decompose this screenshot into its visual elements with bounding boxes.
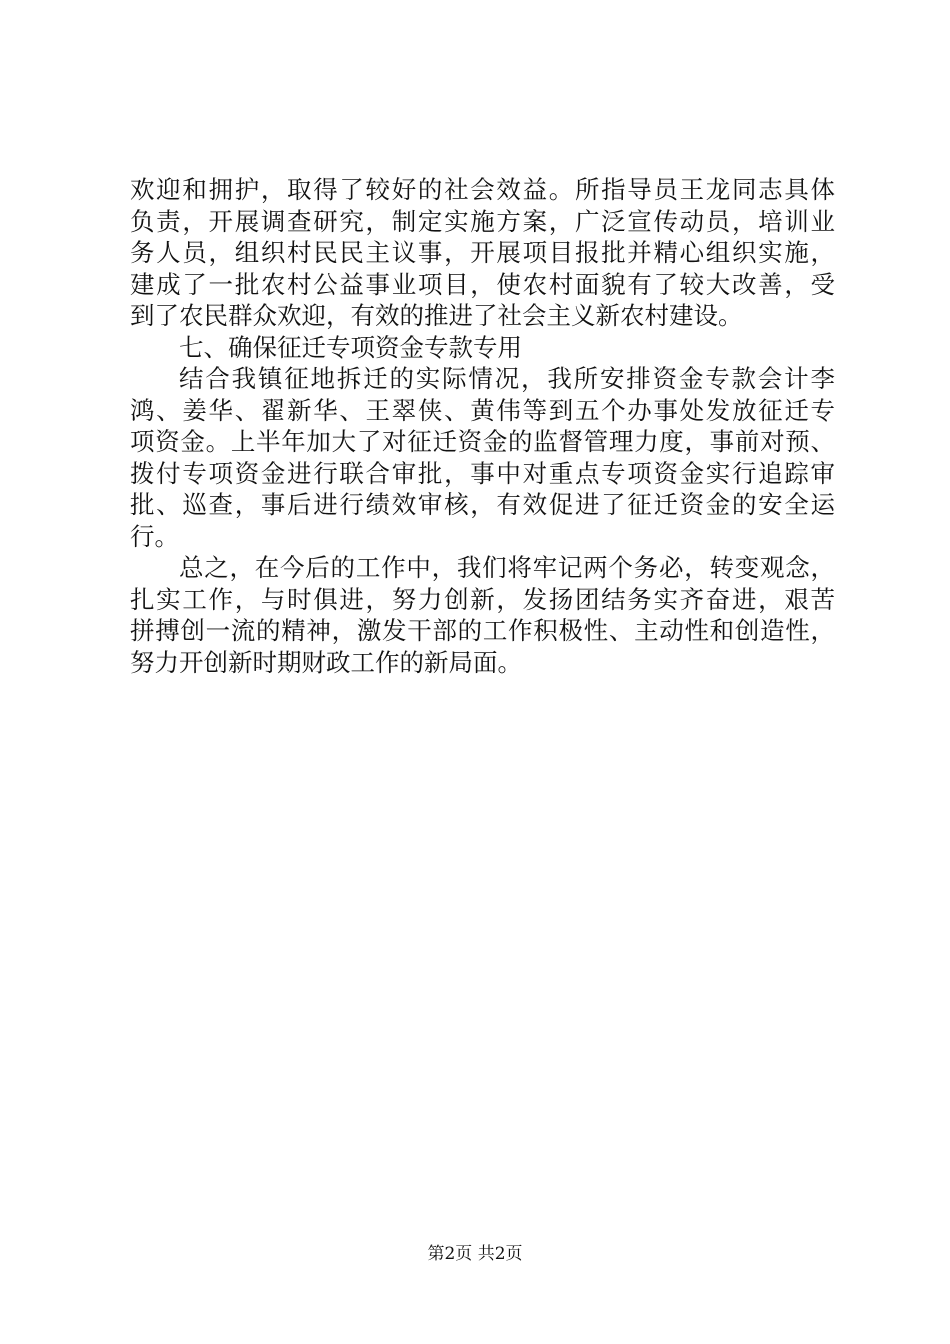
text-line: 拨付专项资金进行联合审批，事中对重点专项资金实行追踪审 <box>130 458 835 488</box>
text-line: 批、巡查，事后进行绩效审核，有效促进了征迁资金的安全运 <box>130 490 835 519</box>
text-line: 到了农民群众欢迎，有效的推进了社会主义新农村建设。 <box>130 301 743 330</box>
section-heading: 七、确保征迁专项资金专款专用 <box>179 332 522 362</box>
text-line: 负责，开展调查研究，制定实施方案，广泛宣传动员，培训业 <box>130 206 835 236</box>
text-line: 鸿、姜华、翟新华、王翠侠、黄伟等到五个办事处发放征迁专 <box>130 395 835 425</box>
paragraph-conclusion <box>130 552 835 678</box>
page-number-footer: 第2页 共2页 <box>427 1244 523 1264</box>
text-line: 务人员，组织村民民主议事，开展项目报批并精心组织实施， <box>130 238 835 267</box>
text-line: 努力开创新时期财政工作的新局面。 <box>130 647 522 677</box>
paragraph-relocation-funds <box>130 363 835 552</box>
section-heading-seven <box>130 332 835 364</box>
paragraph-social-benefit <box>130 174 835 332</box>
text-line: 欢迎和拥护，取得了较好的社会效益。所指导员王龙同志具体 <box>130 175 835 204</box>
document-body <box>130 174 835 678</box>
text-line: 扎实工作，与时俱进，努力创新，发扬团结务实齐奋进，艰苦 <box>130 584 835 614</box>
text-line: 行。 <box>130 521 179 551</box>
text-line: 拼搏创一流的精神，激发干部的工作积极性、主动性和创造性， <box>130 616 835 645</box>
text-line: 建成了一批农村公益事业项目，使农村面貌有了较大改善，受 <box>130 269 835 299</box>
text-line: 结合我镇征地拆迁的实际情况，我所安排资金专款会计李 <box>179 364 835 393</box>
text-line: 项资金。上半年加大了对征迁资金的监督管理力度，事前对预、 <box>130 427 835 456</box>
text-line: 总之，在今后的工作中，我们将牢记两个务必，转变观念， <box>179 553 835 582</box>
